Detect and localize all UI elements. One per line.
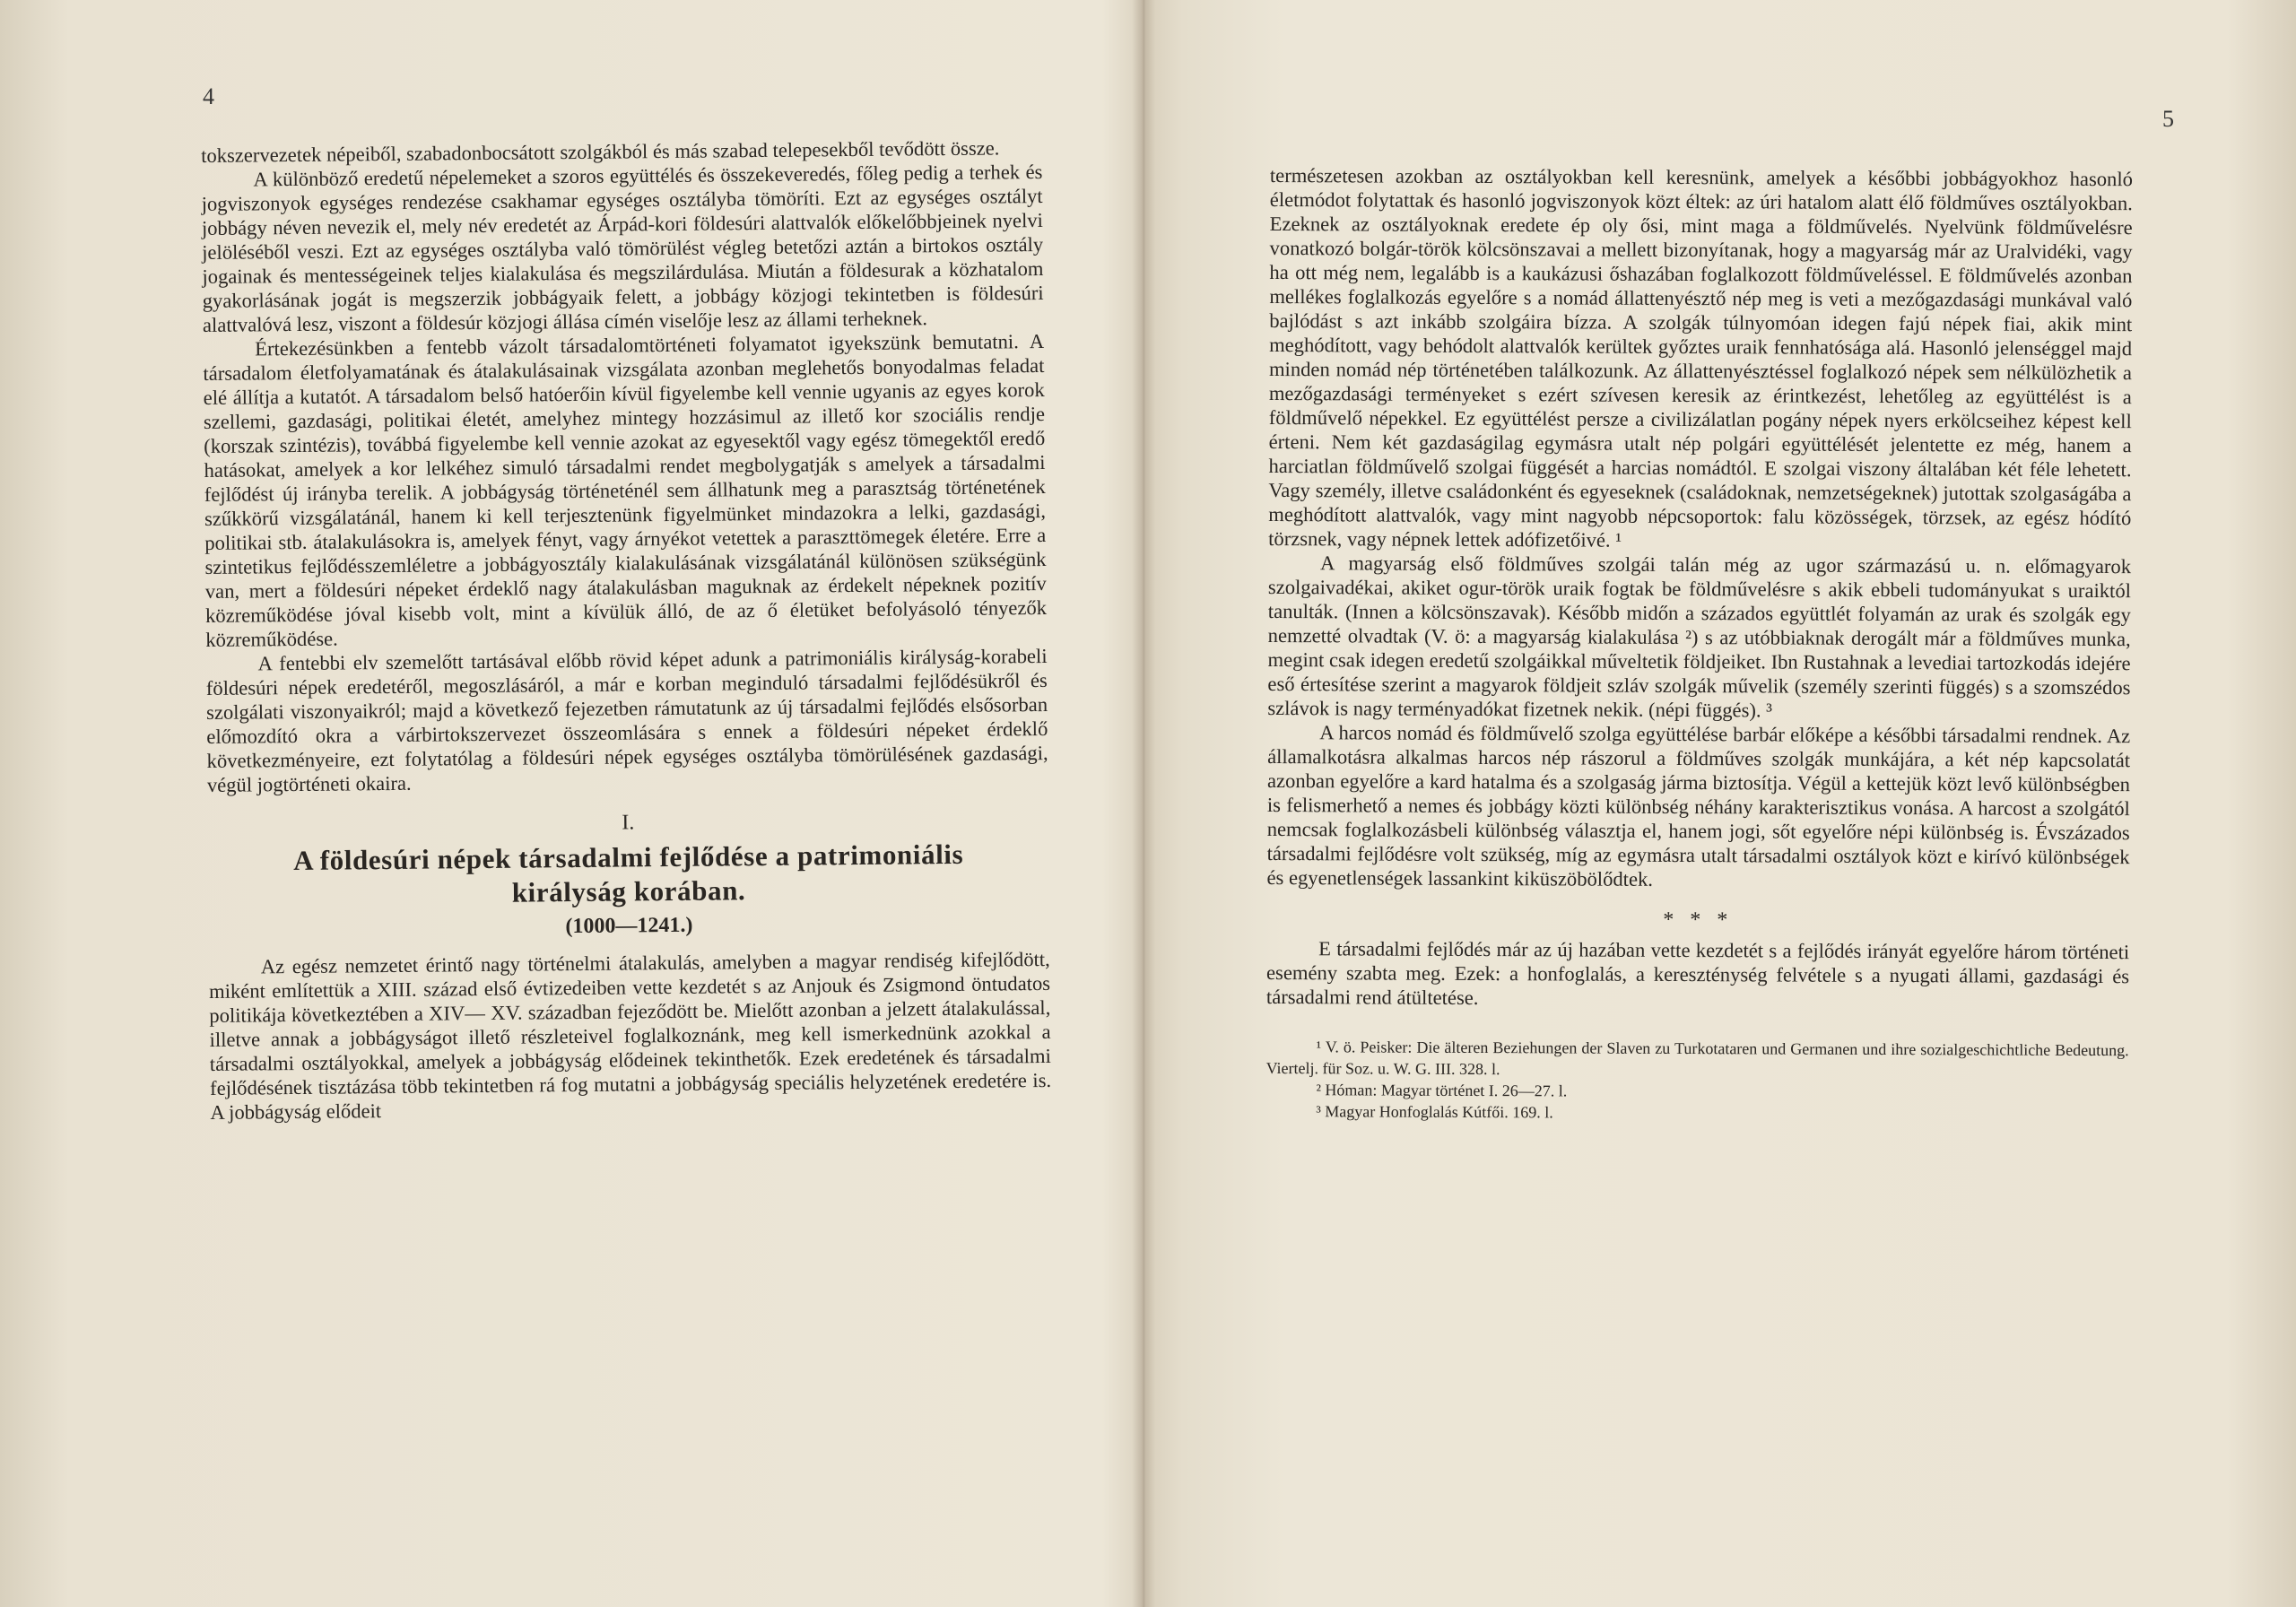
chapter-numeral: I. <box>622 811 635 835</box>
paragraph: Az egész nemzetet érintő nagy történelmi átalakulás, amelyben a magyar rendiség kifejlődött, miként említettük a XIII. század első évtizedeiben vette kezdetét s az Anjouk és Zsigmond öntudatos politikája következtében a XIV— XV. században fejeződött be. Mielőtt azonban a jelzett átalakulással, illetve annak a jobbágyságot illető részleteivel foglalkoznánk, meg kell ismerkednünk azokkal a társadalmi osztályokkal, amelyek a jobbágyság elődeinek tekinthetők. Ezek eredetének és társadalmi fejlődésének tisztázása több tekintetben rá fog mutatni a jobbágyság speciális helyzetének eredetére is. A jobbágyság elődeit <box>208 947 1052 1124</box>
footnotes <box>1265 1036 2128 1125</box>
right-text-column <box>1265 163 2133 1125</box>
footnote: ² Hóman: Magyar történet I. 26—27. l. <box>1316 1081 1568 1100</box>
page-number: 5 <box>2162 106 2174 132</box>
footnote: ¹ V. ö. Peisker: Die älteren Beziehungen der Slaven zu Turkotataren und Germanen und ihre sozialgeschichtliche Bedeutung. Viertelj. für Soz. u. W. G. III. 328. l. <box>1265 1038 2129 1079</box>
paragraph: E társadalmi fejlődés már az új hazában vette kezdetét s a fejlődés irányát egyelőre három történeti esemény szabta meg. Ezek: a honfoglalás, a kereszténység felvétele s a nyugati állami, gazdasági és társadalmi rend átültetése. <box>1265 937 2130 1010</box>
page-number: 4 <box>203 83 214 109</box>
paragraph: A különböző eredetű népelemeket a szoros együttélés és összekeveredés, főleg pedig a terhek és jogviszonyok egységes rendezése csakhamar egységes osztályba tömöríti. Ezt az egységes osztályt jobbágy néven nevezik el, mely név eredetét az Árpád-kori földesúri alattvalók előkelőbbjeinek nyelvi jelöléséből veszi. Ezt az egységes osztályba való tömörülést végleg betetőzi aztán a birtokos osztály jogainak és mentességeinek teljes kialakulása és megszilárdulása. Miután a földesurak a közhatalom gyakorlásának jogát is megszerzik jobbágyaik felett, a jobbágy közjogi tekintetben is földesúri alattvalóvá lesz, viszont a földesúr közjogi állása címén viselője lesz az állami terheknek. <box>201 160 1044 336</box>
right-page <box>1141 0 2296 1607</box>
chapter-years: (1000—1241.) <box>565 913 693 939</box>
chapter-title: A földesúri népek társadalmi fejlődése a patrimoniális királyság korában. <box>292 838 964 908</box>
paragraph: A fentebbi elv szemelőtt tartásával előbb rövid képet adunk a patrimoniális királyság-korabeli földesúri népek eredetéről, megoszlásáról, a már e korban meginduló társadalmi fejlődésükről és szolgálati viszonyaikról; majd a következő fejezetben rámutatunk az új társadalmi fejlődés elsősorban előmozdító okra a várbirtokszervezet összeomlására s ennek a földesúri népeket érdeklő következményeire, ezt folytatólag a földesúri népek egységes osztályba tömörülésének gazdasági, végül jogtörténeti okaira. <box>205 644 1048 796</box>
paragraph: Értekezésünkben a fentebb vázolt társadalomtörténeti folyamatot igyekszünk bemutatni. A társadalom életfolyamatának és átalakulásainak vizsgálata azonban meglehetős bonyodalmas feladat elé állítja a kutatót. A társadalom belső hatóerőin kívül figyelembe kell vennie ugyanis az egyes korok szellemi, gazdasági, politikai életét, amelyhez mintegy hozzásimul az illető kor szociális rendje (korszak szintézis), továbbá figyelembe kell vennie azokat az egyesektől vagy egész tömegektől eredő hatásokat, amelyek a kor lelkéhez simuló társadalmi rendet megbolygatják s amelyek a társadalmi fejlődést új irányba terelik. A jobbágyság történeténél sem állhatunk meg a parasztság történetének szűkkörű vizsgálatánál, hanem ki kell terjesztenünk figyelmünket mindazokra a lelki, gazdasági, politikai stb. átalakulásokra is, amelyek fényt, vagy árnyékot vetettek a paraszttömegek életére. Erre a szintetikus fejlődésszemléletre a jobbágyosztály kialakulásának vizsgálatánál különösen szükségünk van, mert a földesúri népeket érdeklő nagy átalakulásban maguknak az érdekelt népeknek pozitív közreműködése jóval kisebb volt, mint a kívülük álló, de az ő életüket befolyásoló tényezők közreműködése. <box>203 329 1048 651</box>
footnote: ³ Magyar Honfoglalás Kútfői. 169. l. <box>1316 1102 1553 1122</box>
paragraph: A harcos nomád és földművelő szolga együttélése barbár előképe a későbbi társadalmi rendnek. Az államalkotásra alkalmas harcos nép rászorul a földműves szolgák munkájára, a két nép kapcsolatát azonban egyelőre a kard hatalma és a szolgaság járma biztosítja. Végül a kettejük közt levő különbségben is felismerhető a nemes és jobbágy közti különbség néhány karakterisztikus vonása. A harcost a szolgától nemcsak foglalkozásbeli különbség választja el, hanem jogi, sőt egyelőre népi különbség is. Évszázados társadalmi fejlődésre volt szükség, míg az egymásra utalt társadalmi osztályok közt e kirívó különbségek és egyenetlenségek lassankint kiküszöbölődtek. <box>1266 721 2131 890</box>
paragraph: tokszervezetek népeiből, szabadonbocsátott szolgákból és más szabad telepesekből tevődött össze. <box>201 136 1000 167</box>
section-separator-stars: * * * <box>1663 908 1734 933</box>
left-page <box>0 0 1141 1607</box>
paragraph: természetesen azokban az osztályokban kell keresnünk, amelyek a későbbi jobbágyokhoz hasonló életmódot folytattak és hasonló jogviszonyok közt éltek: az úri hatalom alatt élő földműves osztályokban. Ezeknek az osztályoknak eredete ép oly ősi, mint maga a földművelés. Nyelvünk földművelésre vonatkozó bolgár-török kölcsönszavai a mellett bizonyítanak, hogy a magyarság már az Uralvidéki, vagy ha ott még nem, legalább is a kaukázusi őshazában foglalkozott földműveléssel. E földművelés azonban mellékes foglalkozás egyelőre s a nomád állattenyésztő nép meg is veti a mezőgazdasági munkával való bajlódást s azt inkább szolgáira bízza. A szolgák túlnyomóan idegen fajú népek fiai, akik mint meghódított, vagy behódolt alattvalók kerültek győztes uraik fennhatósága alá. Hasonló jelenséggel majd minden nomád nép történetében találkozunk. Az állattenyésztéssel foglalkozó népek sem nélkülözhetik a mezőgazdasági terményeket s ezért szívesen keresik az érintkezést, lehetőleg az együttélést is a földművelő népekkel. Ez együttélést persze a civilizálatlan pogány népek nyers erkölcseihez képest kell érteni. Nem két gazdaságilag egymásra utalt nép polgári együttélését jelentette ez még, hanem a harciatlan földművelő szolgai függését a harcias nomádtól. E szolgai viszony általában két féle lehetett. Vagy személy, illetve családonként és egyeseknek (családoknak, nemzetségeknek) jutottak szolgaságába a meghódított alattvalók, vagy mint nagyobb népcsoportok: falu közösségek, törzsek, az egész hódító törzsnek, vagy népnek lettek adófizetőivé. ¹ <box>1268 163 2133 552</box>
left-text-column <box>201 135 1051 1125</box>
paragraph: A magyarság első földműves szolgái talán még az ugor származású u. n. előmagyarok szolgaivadékai, akiket ogur-török uraik fogtak be földművelésre s akik ebbeli tudományukat s uraiktól tanulták. (Innen a kölcsönszavak). Később midőn a százados együttlét folyamán az urak és szolgák egy nemzetté olvadtak (V. ö: a magyarság kialakulása ²) s az utóbbiaknak derogált már a földműves munka, megint csak idegen eredetű szolgáikkal műveltetik földjeiket. Ibn Rustahnak a levediai tartozkodás idejére eső értesítése szerint a magyarok földjeit szláv szolgák művelik (személy szerinti függés) s a szomszédos szlávok is nagy terményadókat fizetnek nekik. (népi függés). ³ <box>1267 552 2132 722</box>
